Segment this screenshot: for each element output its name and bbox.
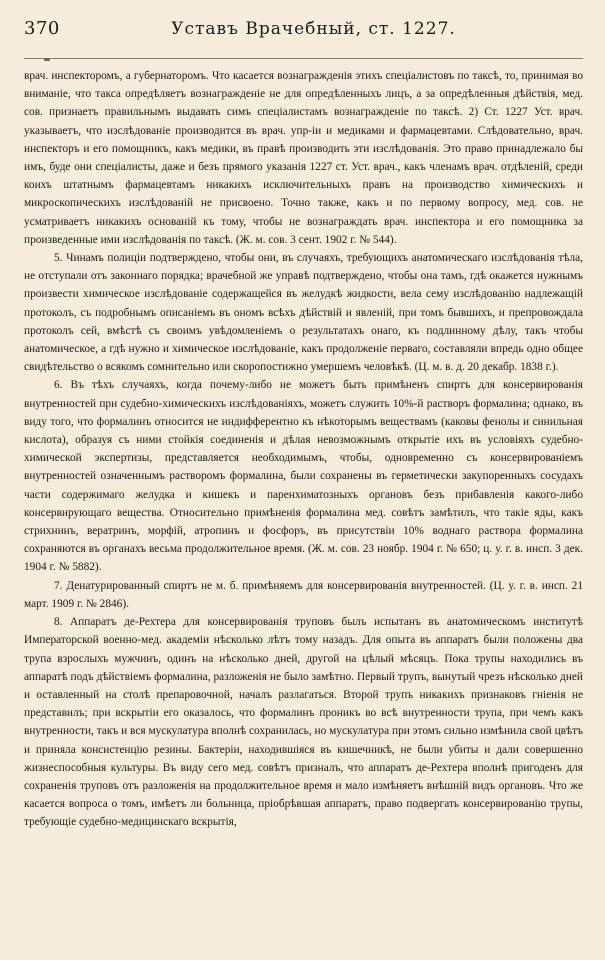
running-title: Уставъ Врачебный, ст. 1227. [171,19,456,39]
ink-mark [44,58,50,61]
paragraph-5: 5. Чинамъ полиціи подтверждено, чтобы они, въ случаяхъ, требующихъ анатомическаго изслѣдованія тѣла, не отступали отъ законнаго порядка; врачебной же управѣ подтверждено, чтобы она тамъ, гдѣ окажется нужнымъ произвести химическое изслѣдованіе содержащейся въ желудкѣ жидкости, вела сему изслѣдованію надлежащій протоколъ, съ подробнымъ описаніемъ въ ономъ всѣхъ дѣйствій и явленій, при томъ бывшихъ, и препровождала протоколъ сей, вмѣстѣ съ своимъ увѣдомленіемъ о результатахъ онаго, къ подлинному дѣлу, такъ чтобы анатомическое, а гдѣ нужно и химическое изслѣдованіе, какъ продолженіе перваго, составляли впредь одно общее свидѣтельство о всякомъ сомнительно или скоропостижно умершемъ человѣкѣ. (Ц. м. в. д. 20 декабр. 1838 г.). [24,252,583,374]
page-body [24,67,583,832]
paragraph-8: 8. Аппаратъ де-Рехтера для консервированія труповъ былъ испытанъ въ анатомическомъ институтѣ Императорской военно-мед. академіи нѣсколько лѣтъ тому назадъ. Для опыта въ аппаратъ были положены два трупа взрослыхъ мужчинъ, одинъ на нѣсколько дней, другой на цѣлый мѣсяцъ. Пока трупы находились въ аппаратѣ подъ дѣйствіемъ формалина, разложенія не было замѣтно. Первый трупъ, вынутый чрезъ нѣсколько дней и оставленный на столѣ препаровочной, началъ разлагаться. Второй трупъ никакихъ признаковъ гніенія не представилъ; при вскрытіи его оказалось, что формалинъ проникъ во всѣ внутренности трупа, при чемъ какъ внутренности, такъ и вся мускулатура вполнѣ сохранилась, но мускулатура при этомъ сильно измѣнила свой цвѣтъ и приняла консистенцію резины. Бактеріи, находившіяся въ кишечникѣ, не были убиты и дали совершенно жизнеспособныя культуры. Въ виду сего мед. совѣтъ призналъ, что аппаратъ де-Рехтера вполнѣ пригоденъ для сохраненія труповъ отъ разложенія на продолжительное время и мало измѣняетъ внѣшній видъ органовъ. Что же касается вопроса о томъ, имѣетъ ли больница, пріобрѣвшая аппаратъ, право подвергать консервированію трупы, требующіе судебно-медицинскаго вскрытія, [24,616,583,829]
page-number: 370 [24,18,60,39]
paragraph-7: 7. Денатурированный спиртъ не м. б. примѣняемъ для консервированія внутренностей. (Ц. у. г. в. инсп. 21 март. 1909 г. № 2846). [24,579,583,610]
paragraph-6: 6. Въ тѣхъ случаяхъ, когда почему-либо не можетъ быть примѣненъ спиртъ для консервированія внутренностей при судебно-химическихъ изслѣдованіяхъ, можетъ служить 10%-й растворъ формалина; однако, въ виду того, что формалинъ относится не индифферентно къ нѣкоторымъ веществамъ (каковы фенолы и синильная кислота), образуя съ ними стойкія соединенія и дѣлая невозможнымъ открытіе ихъ въ условіяхъ судебно-химической экспертизы, представляется необходимымъ, чтобы, одновременно съ консервированіемъ внутренностей означеннымъ растворомъ формалина, были сохранены въ герметически закупоренныхъ сосудахъ части содержимаго желудка и кишекъ и паренхиматозныхъ органовъ безъ прибавленія какого-либо консервирующаго вещества. Относительно примѣненія формалина мед. совѣтъ замѣтилъ, что такіе яды, какъ стрихнинъ, вератринъ, морфій, атропинъ и фосфоръ, въ присутствіи 10% воднаго раствора формалина сохраняются въ органахъ весьма продолжительное время. (Ж. м. сов. 23 ноябр. 1904 г. № 650; ц. у. г. в. инсп. 3 дек. 1904 г. № 5882). [24,379,583,574]
paragraph-continued: врач. инспекторомъ, а губернаторомъ. Что касается вознагражденія этихъ спеціалистовъ по таксѣ, то, принимая во вниманіе, что такса опредѣляетъ вознагражденіе не для опредѣленныхъ лицъ, а за опредѣленныя дѣйствія, мед. сов. признаетъ правильнымъ выдавать симъ спеціалистамъ вознагражденіе по таксѣ. 2) Ст. 1227 Уст. врач. указываетъ, что изслѣдованіе производится въ врач. упр-іи и медиками и фармацевтами. Слѣдовательно, врач. инспекторъ и его помощникъ, какъ медики, въ правѣ производить эти изслѣдованія. Это право принадлежало бы имъ, буде они спеціалисты, даже и безъ прямого указанія 1227 ст. Уст. врач., какъ членамъ врач. отдѣленій, среди коихъ штатнымъ фармацевтамъ никакихъ исключительныхъ правъ на производство химическихъ и микроскопическихъ изслѣдованій не присвоено. Точно также, какъ и по первому вопросу, мед. сов. не усматриваетъ никакихъ основаній къ тому, чтобы не вознаграждать врач. инспектора и его помощника за произведенные ими изслѣдованія по таксѣ. (Ж. м. сов. 3 сент. 1902 г. № 544). [24,70,583,246]
page-header [24,18,583,59]
